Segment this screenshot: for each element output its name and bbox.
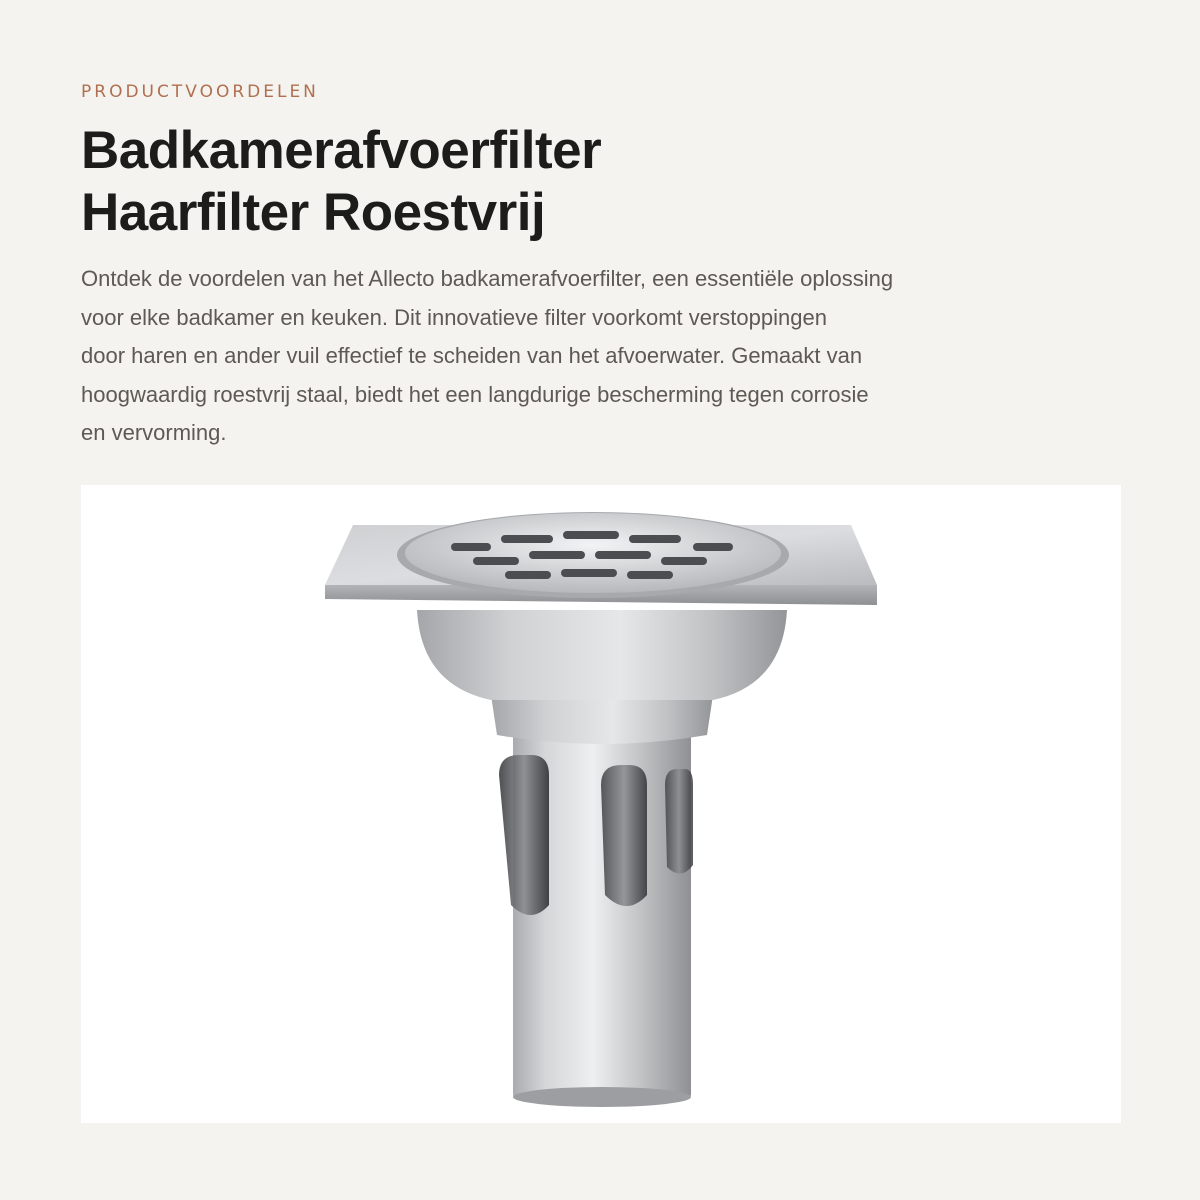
section-eyebrow: PRODUCTVOORDELEN: [81, 82, 319, 102]
filter-window-right: [665, 769, 693, 874]
drain-grate: [405, 513, 781, 593]
intro-line-5: en vervorming.: [81, 420, 227, 445]
page-title: [81, 120, 601, 244]
intro-line-1: Ontdek de voordelen van het Allecto badkamerafvoerfilter, een essentiële oplossing: [81, 266, 894, 291]
filter-window-center: [601, 765, 647, 906]
intro-line-3: door haren en ander vuil effectief te scheiden van het afvoerwater. Gemaakt van: [81, 343, 863, 368]
intro-line-2: voor elke badkamer en keuken. Dit innovatieve filter voorkomt verstoppingen: [81, 304, 827, 330]
title-line-1: Badkamerafvoerfilter: [81, 121, 602, 180]
drain-bowl: [417, 610, 787, 700]
filter-window-left: [499, 755, 549, 915]
title-line-2: Haarfilter Roestvrij: [81, 183, 546, 242]
intro-paragraph: [81, 260, 1061, 453]
product-image: [81, 485, 1121, 1123]
intro-line-4: hoogwaardig roestvrij staal, biedt het een langdurige bescherming tegen corrosie: [81, 381, 869, 407]
floor-drain-illustration: [81, 485, 1121, 1123]
